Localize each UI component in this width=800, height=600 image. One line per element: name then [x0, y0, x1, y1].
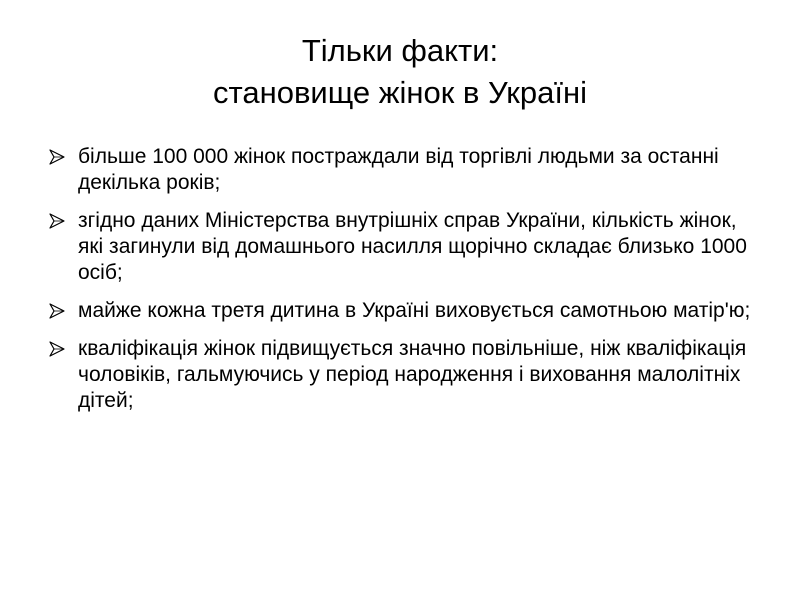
bullet-text: згідно даних Міністерства внутрішніх справ України, кількість жінок, які загинули від домашнього насилля щорічно складає близько 1000 осіб; — [78, 209, 747, 284]
arrowhead-bullet-icon — [48, 340, 66, 358]
title-line-2: становище жінок в Україні — [213, 75, 587, 110]
bullet-text: кваліфікація жінок підвищується значно повільніше, ніж кваліфікація чоловіків, гальмуючись у період народження і виховання малолітніх дітей; — [78, 337, 747, 412]
title-line-1: Тільки факти: — [301, 33, 499, 68]
list-item — [46, 144, 766, 196]
list-item — [46, 208, 766, 286]
arrowhead-bullet-icon — [48, 212, 66, 230]
bullet-text: майже кожна третя дитина в Україні виховується самотньою матір'ю; — [78, 299, 751, 322]
slide-title — [0, 30, 800, 114]
bullet-list — [46, 144, 766, 426]
list-item — [46, 298, 766, 324]
list-item — [46, 336, 766, 414]
bullet-text: більше 100 000 жінок постраждали від торгівлі людьми за останні декілька років; — [78, 145, 719, 194]
arrowhead-bullet-icon — [48, 148, 66, 166]
arrowhead-bullet-icon — [48, 302, 66, 320]
